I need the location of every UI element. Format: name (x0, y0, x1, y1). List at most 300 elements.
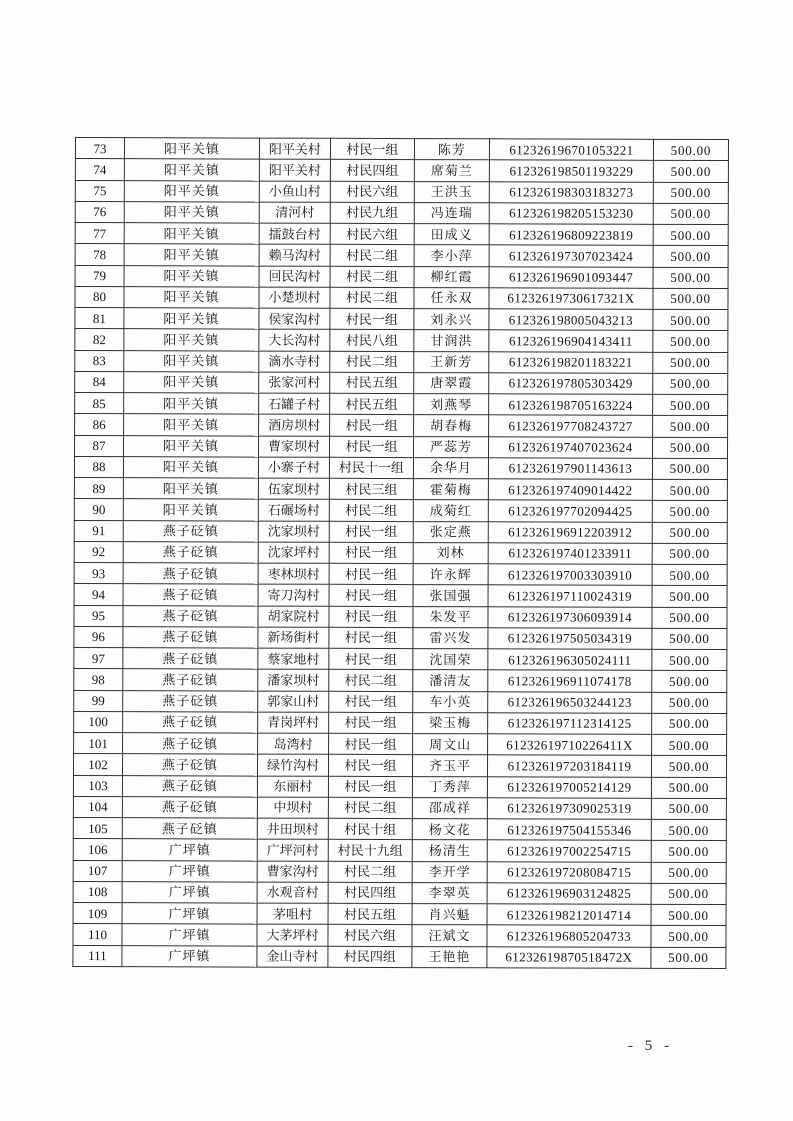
cell-town: 广坪镇 (122, 903, 257, 925)
cell-town: 阳平关镇 (124, 159, 259, 181)
cell-town: 阳平关镇 (124, 223, 259, 245)
cell-name: 李开学 (412, 861, 487, 882)
cell-no: 78 (75, 244, 124, 265)
cell-amount: 500.00 (653, 309, 728, 330)
cell-name: 胡春梅 (414, 415, 489, 436)
cell-village: 大长沟村 (259, 329, 330, 350)
table-row (73, 945, 726, 969)
cell-village: 张家河村 (259, 372, 330, 393)
cell-id-number: 61232619710226411X (488, 734, 652, 756)
cell-village: 酒房坝村 (259, 414, 330, 435)
cell-group: 村民一组 (329, 712, 413, 734)
cell-id-number: 612326196701053221 (489, 139, 653, 161)
cell-town: 阳平关镇 (124, 265, 259, 287)
cell-village: 大茅坪村 (257, 924, 328, 945)
cell-name: 王艳艳 (412, 946, 487, 968)
table-row (74, 732, 727, 755)
table-row (75, 138, 728, 161)
cell-amount: 500.00 (652, 628, 727, 649)
cell-group: 村民四组 (328, 882, 412, 904)
cell-town: 燕子砭镇 (122, 775, 257, 797)
cell-group: 村民一组 (330, 138, 414, 160)
cell-village: 寄刀沟村 (258, 584, 329, 605)
cell-id-number: 612326198212014714 (487, 904, 651, 926)
cell-village: 侯家沟村 (259, 308, 330, 329)
cell-town: 阳平关镇 (123, 478, 258, 500)
cell-village: 茅咀村 (257, 903, 328, 924)
cell-amount: 500.00 (652, 649, 727, 670)
cell-town: 燕子砭镇 (122, 754, 257, 776)
cell-id-number: 612326196305024111 (488, 649, 652, 671)
table-row (75, 244, 728, 267)
cell-amount: 500.00 (652, 671, 727, 692)
cell-no: 85 (75, 393, 124, 414)
cell-no: 86 (75, 414, 124, 435)
cell-id-number: 612326198303183273 (489, 181, 653, 203)
cell-amount: 500.00 (653, 288, 728, 309)
cell-id-number: 612326197307023424 (489, 245, 653, 267)
cell-no: 81 (75, 308, 124, 329)
cell-amount: 500.00 (653, 331, 728, 352)
cell-group: 村民一组 (330, 308, 414, 330)
cell-group: 村民一组 (328, 776, 412, 798)
cell-name: 丁秀萍 (412, 776, 487, 797)
cell-village: 蔡家地村 (258, 648, 329, 669)
cell-id-number: 612326197504155346 (487, 819, 651, 841)
cell-town: 阳平关镇 (123, 499, 258, 521)
cell-village: 擂鼓台村 (259, 223, 330, 244)
table-row (74, 499, 727, 522)
cell-town: 燕子砭镇 (123, 711, 258, 733)
cell-group: 村民二组 (329, 500, 413, 522)
cell-id-number: 612326196901093447 (489, 266, 653, 288)
cell-id-number: 612326198005043213 (489, 309, 653, 331)
cell-group: 村民二组 (330, 266, 414, 288)
table-row (73, 754, 726, 777)
cell-group: 村民五组 (330, 372, 414, 394)
cell-village: 石罐子村 (259, 393, 330, 414)
cell-village: 伍家坝村 (258, 478, 329, 499)
cell-town: 广坪镇 (122, 945, 257, 967)
cell-id-number: 612326196805204733 (487, 925, 651, 947)
cell-village: 中坝村 (257, 797, 328, 818)
cell-id-number: 612326197208084715 (487, 861, 651, 883)
cell-amount: 500.00 (653, 267, 728, 288)
cell-group: 村民九组 (330, 202, 414, 224)
payment-roster-table-container (72, 137, 723, 969)
cell-name: 车小英 (413, 691, 488, 712)
cell-no: 73 (75, 138, 124, 159)
cell-name: 唐翠霞 (414, 372, 489, 393)
cell-no: 103 (73, 775, 122, 796)
cell-id-number: 612326197309025319 (487, 798, 651, 820)
cell-id-number: 612326197901143613 (488, 458, 652, 480)
cell-name: 梁玉梅 (413, 712, 488, 733)
cell-name: 田成义 (414, 224, 489, 245)
cell-amount: 500.00 (652, 501, 727, 522)
cell-no: 100 (74, 711, 123, 732)
cell-town: 燕子砭镇 (122, 818, 257, 840)
cell-no: 107 (73, 860, 122, 881)
cell-name: 李翠英 (412, 882, 487, 903)
table-row (73, 902, 726, 925)
cell-no: 101 (74, 732, 123, 753)
cell-amount: 500.00 (653, 352, 728, 373)
table-row (75, 329, 728, 352)
cell-no: 88 (74, 456, 123, 477)
cell-group: 村民二组 (329, 670, 413, 692)
cell-town: 阳平关镇 (124, 350, 259, 372)
cell-town: 阳平关镇 (124, 286, 259, 308)
table-row (74, 584, 727, 607)
cell-name: 王新芳 (414, 351, 489, 372)
cell-group: 村民十九组 (328, 840, 412, 862)
cell-no: 102 (73, 754, 122, 775)
cell-group: 村民六组 (328, 925, 412, 947)
cell-amount: 500.00 (651, 926, 726, 947)
cell-town: 广坪镇 (122, 924, 257, 946)
cell-amount: 500.00 (651, 841, 726, 862)
page-number: - 5 - (628, 1038, 673, 1054)
table-row (74, 435, 727, 458)
cell-no: 109 (73, 902, 122, 923)
table-row (73, 881, 726, 904)
cell-name: 霍菊梅 (413, 479, 488, 500)
cell-name: 齐玉平 (412, 755, 487, 776)
cell-name: 严蕊芳 (413, 436, 488, 457)
cell-no: 76 (75, 201, 124, 222)
cell-name: 李小萍 (414, 245, 489, 266)
cell-no: 75 (75, 180, 124, 201)
cell-town: 阳平关镇 (124, 308, 259, 330)
cell-group: 村民一组 (330, 415, 414, 437)
cell-name: 汪斌文 (412, 925, 487, 946)
table-row (74, 541, 727, 564)
cell-village: 潘家坝村 (258, 669, 329, 690)
cell-town: 燕子砭镇 (123, 690, 258, 712)
cell-town: 燕子砭镇 (123, 626, 258, 648)
cell-village: 滴水寺村 (259, 351, 330, 372)
cell-amount: 500.00 (652, 734, 727, 755)
cell-group: 村民一组 (329, 542, 413, 564)
cell-village: 枣林坝村 (258, 563, 329, 584)
cell-no: 98 (74, 669, 123, 690)
cell-id-number: 612326197112314125 (488, 713, 652, 735)
cell-amount: 500.00 (651, 904, 726, 925)
cell-id-number: 612326196503244123 (488, 691, 652, 713)
cell-village: 沈家坪村 (258, 542, 329, 563)
cell-village: 小鱼山村 (259, 181, 330, 202)
cell-name: 刘燕琴 (414, 394, 489, 415)
cell-no: 77 (75, 223, 124, 244)
cell-name: 雷兴发 (413, 627, 488, 648)
cell-no: 97 (74, 647, 123, 668)
cell-name: 刘林 (413, 542, 488, 563)
table-body (73, 138, 729, 969)
cell-village: 东丽村 (257, 776, 328, 797)
cell-id-number: 612326197505034319 (488, 628, 652, 650)
table-row (75, 286, 728, 309)
cell-amount: 500.00 (653, 246, 728, 267)
cell-no: 94 (74, 584, 123, 605)
cell-id-number: 612326197005214129 (487, 776, 651, 798)
cell-group: 村民五组 (328, 903, 412, 925)
cell-group: 村民五组 (330, 393, 414, 415)
table-row (74, 711, 727, 734)
cell-group: 村民一组 (329, 563, 413, 585)
cell-name: 沈国荣 (413, 649, 488, 670)
cell-name: 柳红霞 (414, 266, 489, 287)
cell-amount: 500.00 (651, 798, 726, 819)
table-row (74, 520, 727, 543)
cell-town: 阳平关镇 (124, 329, 259, 351)
cell-group: 村民一组 (329, 733, 413, 755)
cell-town: 阳平关镇 (123, 456, 258, 478)
table-row (75, 393, 728, 416)
cell-group: 村民二组 (328, 797, 412, 819)
cell-amount: 500.00 (651, 819, 726, 840)
table-row (74, 456, 727, 479)
cell-id-number: 61232619870518472X (487, 946, 651, 968)
cell-no: 105 (73, 817, 122, 838)
cell-name: 杨文花 (412, 819, 487, 840)
cell-name: 席菊兰 (414, 160, 489, 181)
cell-id-number: 612326197401233911 (488, 543, 652, 565)
cell-id-number: 612326197306093914 (488, 606, 652, 628)
table-row (75, 159, 728, 182)
cell-village: 阳平关村 (259, 138, 330, 159)
cell-village: 郭家山村 (258, 691, 329, 712)
cell-id-number: 612326197409014422 (488, 479, 652, 501)
table-row (73, 796, 726, 819)
cell-group: 村民三组 (329, 478, 413, 500)
table-row (74, 477, 727, 500)
cell-name: 张国强 (413, 585, 488, 606)
cell-village: 回民沟村 (259, 266, 330, 287)
cell-name: 杨清生 (412, 840, 487, 861)
cell-town: 阳平关镇 (124, 180, 259, 202)
cell-no: 92 (74, 541, 123, 562)
cell-village: 井田坝村 (257, 818, 328, 839)
cell-town: 阳平关镇 (124, 201, 259, 223)
cell-town: 阳平关镇 (124, 414, 259, 436)
cell-name: 陈芳 (414, 139, 489, 160)
cell-name: 许永辉 (413, 564, 488, 585)
cell-town: 燕子砭镇 (122, 796, 257, 818)
cell-amount: 500.00 (652, 564, 727, 585)
cell-amount: 500.00 (653, 394, 728, 415)
cell-id-number: 612326197805303429 (489, 373, 653, 395)
cell-amount: 500.00 (653, 203, 728, 224)
cell-village: 青岗坪村 (258, 712, 329, 733)
cell-id-number: 612326197702094425 (488, 500, 652, 522)
cell-town: 阳平关镇 (124, 371, 259, 393)
cell-no: 99 (74, 690, 123, 711)
cell-amount: 500.00 (653, 139, 728, 160)
cell-no: 91 (74, 520, 123, 541)
table-row (74, 690, 727, 713)
cell-name: 朱发平 (413, 606, 488, 627)
cell-amount: 500.00 (652, 692, 727, 713)
cell-no: 74 (75, 159, 124, 180)
cell-group: 村民六组 (330, 223, 414, 245)
table-row (75, 180, 728, 203)
cell-amount: 500.00 (653, 416, 728, 437)
cell-group: 村民十组 (328, 818, 412, 840)
cell-group: 村民六组 (330, 181, 414, 203)
table-row (75, 414, 728, 437)
cell-town: 燕子砭镇 (123, 541, 258, 563)
cell-village: 赖马沟村 (259, 244, 330, 265)
cell-group: 村民一组 (329, 648, 413, 670)
cell-village: 石碾场村 (258, 499, 329, 520)
table-row (73, 775, 726, 798)
cell-id-number: 612326196904143411 (489, 330, 653, 352)
table-row (75, 350, 728, 373)
cell-no: 84 (75, 371, 124, 392)
cell-village: 清河村 (259, 202, 330, 223)
cell-group: 村民一组 (329, 585, 413, 607)
cell-no: 95 (74, 605, 123, 626)
cell-name: 肖兴魁 (412, 904, 487, 925)
cell-town: 燕子砭镇 (123, 648, 258, 670)
cell-town: 广坪镇 (122, 839, 257, 861)
cell-id-number: 612326196809223819 (489, 224, 653, 246)
cell-village: 金山寺村 (257, 946, 328, 968)
cell-name: 成菊红 (413, 500, 488, 521)
cell-name: 任永双 (414, 287, 489, 308)
cell-name: 刘永兴 (414, 309, 489, 330)
cell-group: 村民一组 (328, 755, 412, 777)
cell-village: 沈家坝村 (258, 521, 329, 542)
cell-name: 甘润洪 (414, 330, 489, 351)
cell-id-number: 612326198205153230 (489, 203, 653, 225)
cell-id-number: 612326197203184119 (487, 755, 651, 777)
cell-name: 冯连瑞 (414, 202, 489, 223)
cell-town: 阳平关镇 (123, 435, 258, 457)
cell-name: 余华月 (413, 457, 488, 478)
table-row (74, 562, 727, 585)
cell-amount: 500.00 (651, 756, 726, 777)
cell-amount: 500.00 (652, 586, 727, 607)
table-row (75, 265, 728, 288)
cell-no: 106 (73, 839, 122, 860)
cell-group: 村民十一组 (329, 457, 413, 479)
cell-group: 村民一组 (329, 436, 413, 458)
table-row (73, 860, 726, 883)
cell-town: 燕子砭镇 (123, 605, 258, 627)
cell-id-number: 612326198201183221 (489, 351, 653, 373)
cell-id-number: 612326198501193229 (489, 160, 653, 182)
cell-id-number: 612326196912203912 (488, 521, 652, 543)
cell-no: 79 (75, 265, 124, 286)
cell-name: 王洪玉 (414, 181, 489, 202)
cell-name: 张定燕 (413, 521, 488, 542)
cell-town: 燕子砭镇 (123, 520, 258, 542)
cell-id-number: 612326197110024319 (488, 585, 652, 607)
cell-id-number: 61232619730617321X (489, 288, 653, 310)
cell-no: 83 (75, 350, 124, 371)
cell-village: 小寨子村 (258, 457, 329, 478)
table-row (74, 605, 727, 628)
cell-amount: 500.00 (653, 224, 728, 245)
cell-amount: 500.00 (653, 373, 728, 394)
cell-id-number: 612326197002254715 (487, 840, 651, 862)
table-row (75, 223, 728, 246)
cell-no: 110 (73, 924, 122, 945)
cell-town: 燕子砭镇 (123, 584, 258, 606)
cell-amount: 500.00 (653, 161, 728, 182)
cell-id-number: 612326196903124825 (487, 883, 651, 905)
cell-no: 93 (74, 562, 123, 583)
cell-no: 89 (74, 477, 123, 498)
cell-name: 邵成祥 (412, 797, 487, 818)
cell-id-number: 612326198705163224 (489, 394, 653, 416)
cell-town: 广坪镇 (122, 881, 257, 903)
cell-amount: 500.00 (652, 458, 727, 479)
cell-village: 水观音村 (257, 882, 328, 903)
cell-amount: 500.00 (651, 947, 726, 969)
cell-amount: 500.00 (652, 543, 727, 564)
cell-town: 阳平关镇 (124, 393, 259, 415)
cell-amount: 500.00 (652, 522, 727, 543)
cell-no: 108 (73, 881, 122, 902)
cell-name: 潘清友 (413, 670, 488, 691)
cell-no: 80 (75, 286, 124, 307)
cell-village: 岛湾村 (258, 733, 329, 754)
cell-group: 村民二组 (330, 351, 414, 373)
cell-village: 胡家院村 (258, 606, 329, 627)
cell-village: 新场街村 (258, 627, 329, 648)
cell-village: 阳平关村 (259, 159, 330, 180)
cell-group: 村民一组 (329, 606, 413, 628)
table-row (73, 817, 726, 840)
cell-town: 阳平关镇 (124, 244, 259, 266)
cell-group: 村民四组 (328, 946, 412, 968)
cell-no: 96 (74, 626, 123, 647)
table-row (73, 924, 726, 947)
cell-id-number: 612326197407023624 (488, 436, 652, 458)
cell-id-number: 612326197708243727 (489, 415, 653, 437)
cell-amount: 500.00 (653, 182, 728, 203)
cell-group: 村民二组 (328, 861, 412, 883)
cell-village: 曹家沟村 (257, 861, 328, 882)
table-row (73, 839, 726, 862)
cell-id-number: 612326196911074178 (488, 670, 652, 692)
cell-village: 绿竹沟村 (257, 754, 328, 775)
cell-id-number: 612326197003303910 (488, 564, 652, 586)
table-row (74, 669, 727, 692)
cell-group: 村民二组 (330, 287, 414, 309)
cell-amount: 500.00 (651, 883, 726, 904)
cell-name: 周文山 (413, 734, 488, 755)
cell-no: 82 (75, 329, 124, 350)
cell-town: 阳平关镇 (124, 138, 259, 160)
cell-group: 村民一组 (329, 627, 413, 649)
cell-village: 广坪河村 (257, 839, 328, 860)
table-row (75, 371, 728, 394)
cell-town: 燕子砭镇 (123, 733, 258, 755)
cell-amount: 500.00 (651, 777, 726, 798)
table-row (74, 626, 727, 649)
cell-town: 广坪镇 (122, 860, 257, 882)
cell-amount: 500.00 (652, 479, 727, 500)
cell-no: 87 (74, 435, 123, 456)
cell-no: 90 (74, 499, 123, 520)
cell-group: 村民四组 (330, 160, 414, 182)
cell-no: 111 (73, 945, 122, 967)
cell-amount: 500.00 (652, 607, 727, 628)
